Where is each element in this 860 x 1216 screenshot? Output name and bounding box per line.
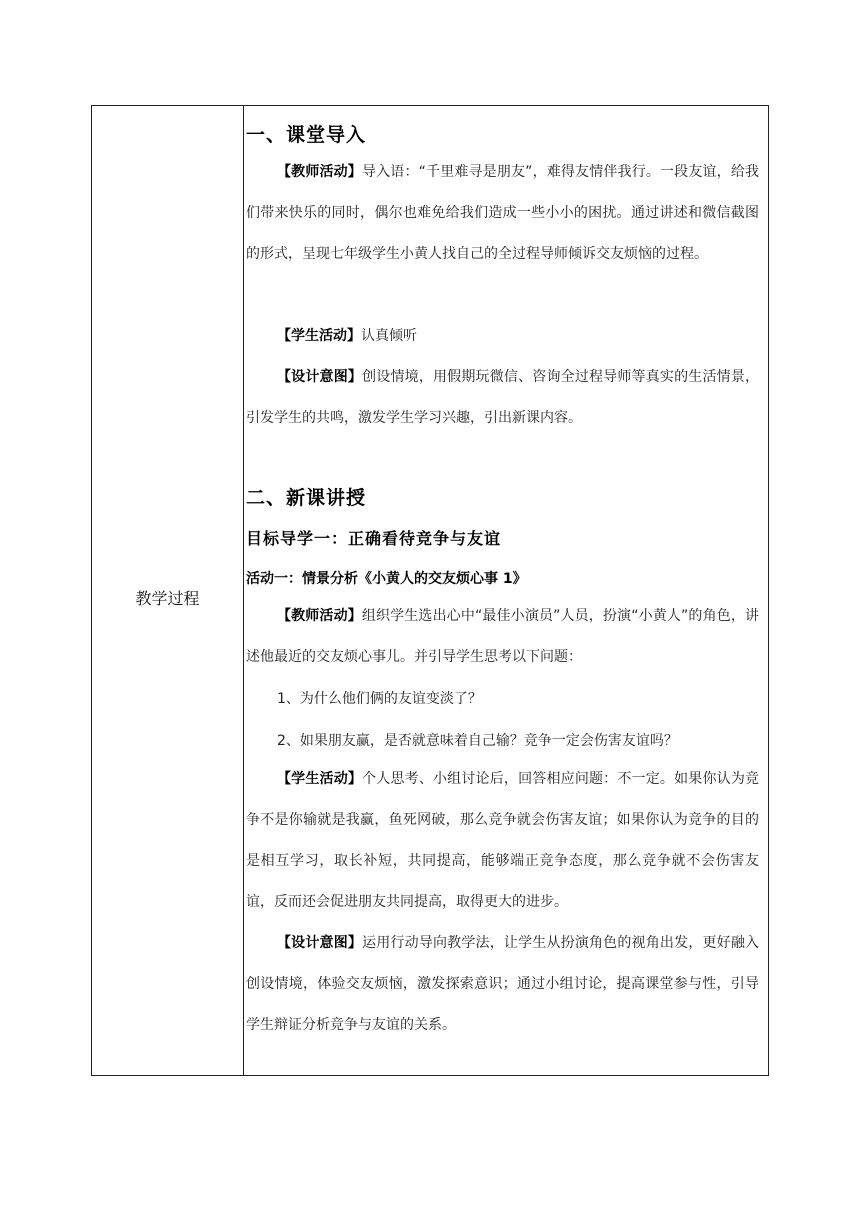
design-intent-text: 创设情境，用假期玩微信、咨询全过程导师等真实的生活情景，引发学生的共鸣，激发学生学习兴趣，引出新课内容。: [246, 369, 760, 426]
design-intent-tag: 【设计意图】: [277, 369, 363, 385]
row-label-teaching-process: 教学过程: [135, 589, 200, 608]
student-activity-text: 个人思考、小组讨论后，回答相应问题：不一定。如果你认为竞争不是你输就是我赢，鱼死网破，那么竞争就会伤害友谊；如果你认为竞争的目的是相互学习，取长补短，共同提高，能够端正竞争态度，那么竞争就不会伤害友谊，反而还会促进朋友共同提高，取得更大的进步。: [246, 771, 760, 910]
teacher-activity-tag: 【教师活动】: [277, 608, 362, 624]
teacher-activity-text: 组织学生选出心中“最佳小演员”人员，扮演“小黄人”的角色，讲述他最近的交友烦心事儿。并引导学生思考以下问题：: [246, 608, 759, 665]
section2-teacher-paragraph: [246, 596, 759, 678]
design-intent-text: 运用行动导向教学法，让学生从扮演角色的视角出发，更好融入创设情境，体验交友烦恼，激发探索意识；通过小组讨论，提高课堂参与性，引导学生辩证分析竞争与友谊的关系。: [246, 935, 760, 1033]
design-intent-tag: 【设计意图】: [277, 935, 363, 951]
section2-heading: 二、新课讲授: [246, 487, 367, 509]
student-activity-text: 认真倾听: [361, 328, 417, 344]
student-activity-tag: 【学生活动】: [277, 328, 361, 344]
section2-design-paragraph: [246, 923, 759, 1046]
section1-heading: 一、课堂导入: [246, 124, 367, 146]
section2-student-paragraph: [246, 759, 759, 923]
student-activity-tag: 【学生活动】: [277, 771, 363, 787]
section1-student-paragraph: [246, 316, 759, 357]
question-item: 2、如果朋友赢，是否就意味着自己输？竞争一定会伤害友谊吗？: [277, 733, 678, 749]
section1-design-paragraph: [246, 357, 759, 439]
goal-heading: 目标导学一：正确看待竞争与友谊: [246, 529, 502, 548]
lesson-table: [91, 105, 769, 1076]
activity-heading: 活动一：情景分析《小黄人的交友烦心事 1》: [246, 571, 527, 587]
teacher-activity-text: 导入语：“千里难寻是朋友”，难得友情伴我行。一段友谊，给我们带来快乐的同时，偶尔也难免给我们造成一些小小的困扰。通过讲述和微信截图的形式，呈现七年级学生小黄人找自己的全过程导师倾诉交友烦恼的过程。: [246, 164, 759, 262]
question-item: 1、为什么他们俩的友谊变淡了？: [277, 691, 482, 707]
content-cell: [244, 106, 768, 1075]
teacher-activity-tag: 【教师活动】: [277, 164, 362, 180]
section1-teacher-paragraph: [246, 152, 759, 275]
